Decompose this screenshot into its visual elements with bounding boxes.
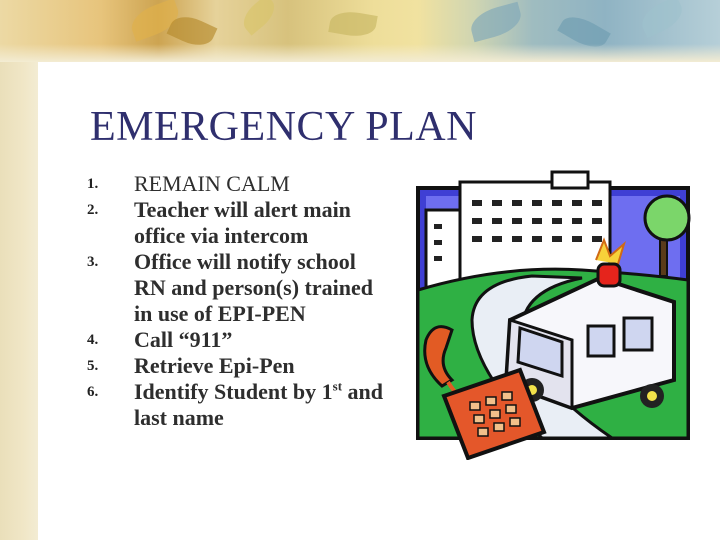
banner-fade bbox=[0, 44, 720, 62]
step-text bbox=[134, 379, 384, 431]
step-text: REMAIN CALM bbox=[134, 171, 290, 196]
step-number: 4. bbox=[87, 332, 99, 348]
slide-title: EMERGENCY PLAN bbox=[90, 104, 477, 150]
step-text: Call “911” bbox=[134, 327, 233, 352]
step-number: 1. bbox=[87, 176, 99, 192]
step-number: 5. bbox=[87, 358, 99, 374]
list-item bbox=[87, 171, 387, 197]
step-text: Retrieve Epi-Pen bbox=[134, 353, 295, 378]
list-item bbox=[87, 353, 387, 379]
step-number: 2. bbox=[87, 202, 99, 218]
step-number: 3. bbox=[87, 254, 99, 270]
list-item bbox=[87, 379, 387, 431]
list-item bbox=[87, 197, 387, 249]
steps-list bbox=[87, 171, 387, 431]
ambulance-emergency-clipart bbox=[412, 170, 702, 460]
list-item bbox=[87, 327, 387, 353]
step-number: 6. bbox=[87, 384, 99, 400]
parchment-border bbox=[0, 0, 38, 540]
step-text: Teacher will alert main office via intercom bbox=[134, 197, 351, 248]
step-text-part: and last name bbox=[134, 379, 384, 430]
list-item bbox=[87, 249, 387, 327]
ordinal-suffix: st bbox=[332, 378, 343, 394]
step-text-part: Identify Student by 1 bbox=[134, 379, 333, 404]
step-text: Office will notify school RN and person(s) trained in use of EPI-PEN bbox=[134, 249, 373, 326]
